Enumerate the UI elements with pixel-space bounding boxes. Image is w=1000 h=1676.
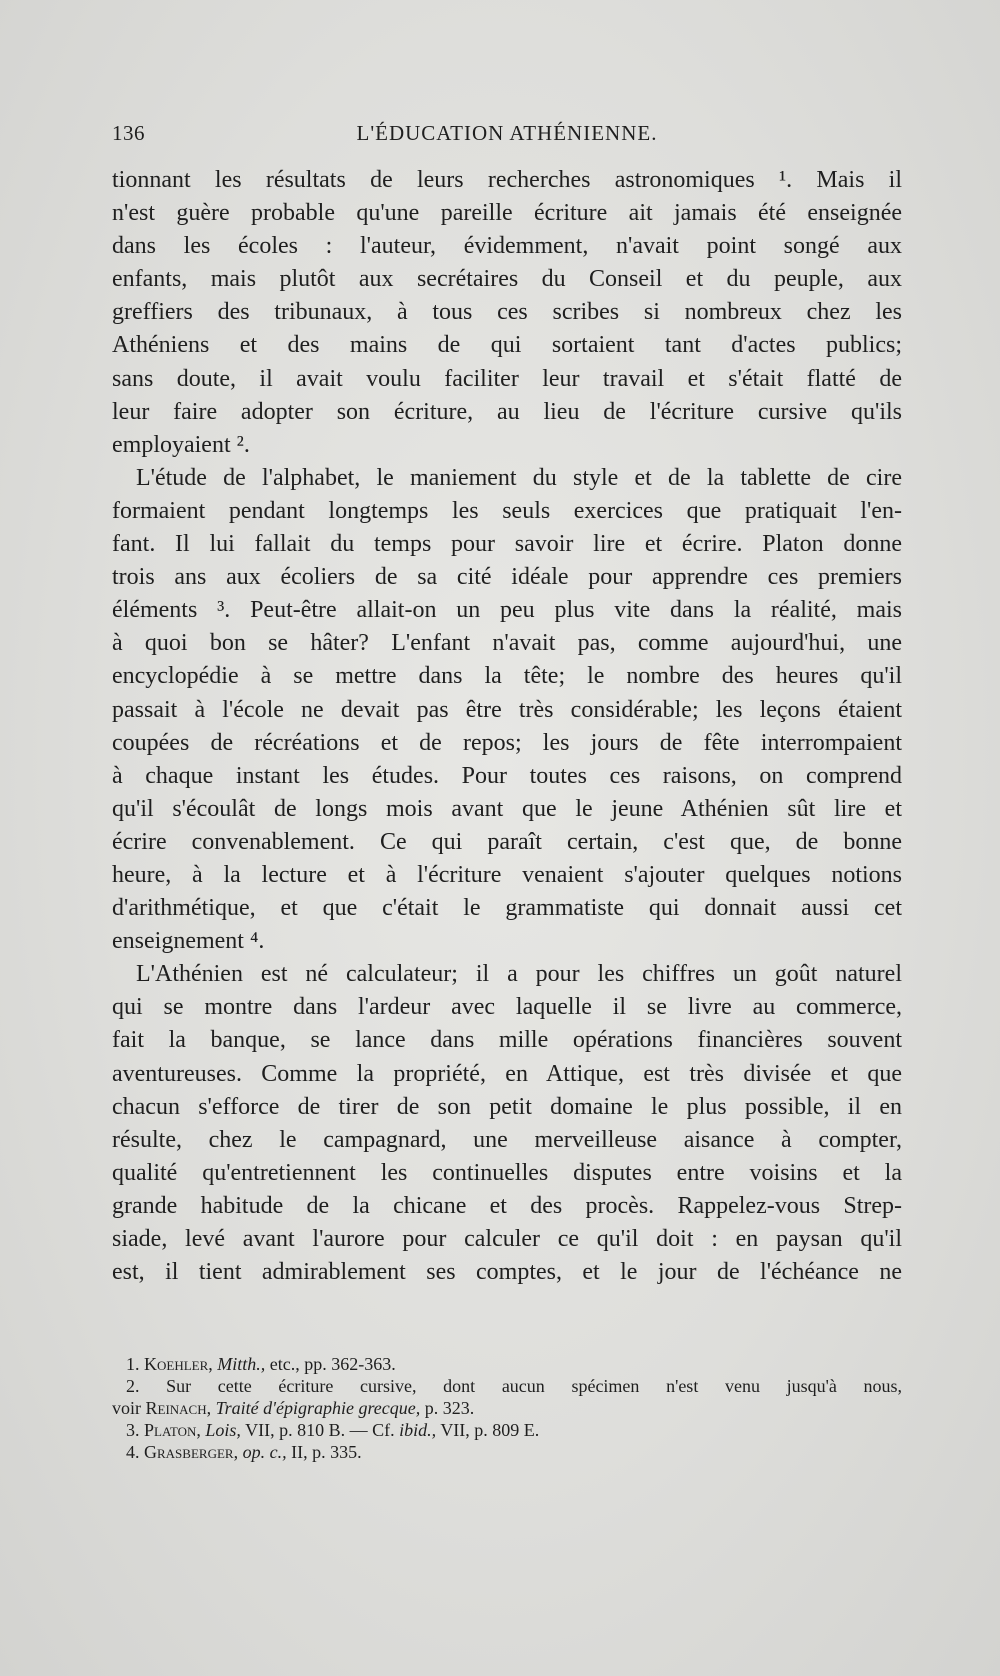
footnote-number: 1. [126, 1354, 140, 1374]
paragraph-3 [112, 958, 902, 1289]
text-line: qualité qu'entretiennent les continuelles disputes entre voisins et la [112, 1159, 902, 1186]
text-line: heure, à la lecture et à l'écriture venaient s'ajouter quelques notions [112, 861, 902, 888]
text-line: leur faire adopter son écriture, au lieu de l'écriture cursive qu'ils [112, 398, 902, 425]
text-line: formaient pendant longtemps les seuls exercices que pratiquait l'en- [112, 497, 902, 524]
text-line: employaient ². [112, 431, 250, 458]
footnote-ref: VII, p. 810 B. — Cf. [245, 1420, 395, 1440]
footnote-1 [112, 1353, 902, 1375]
footnote-ref: etc., pp. 362-363. [269, 1354, 396, 1374]
paragraph-1 [112, 164, 902, 462]
footnote-work: Mitth., [217, 1354, 266, 1374]
text-line: à chaque instant les études. Pour toutes ces raisons, on comprend [112, 762, 902, 789]
text-line: chacun s'efforce de tirer de son petit domaine le plus possible, il en [112, 1093, 902, 1120]
footnote-work: Traité d'épigraphie grecque, [215, 1398, 421, 1418]
text-line: est, il tient admirablement ses comptes, et le jour de l'échéance ne [112, 1259, 902, 1286]
footnote-ref: II, p. 335. [291, 1442, 362, 1462]
footnote-author: Platon, [144, 1420, 201, 1440]
text-line: résulte, chez le campagnard, une merveilleuse aisance à compter, [112, 1126, 902, 1153]
text-line: L'étude de l'alphabet, le maniement du style et de la tablette de cire [136, 464, 902, 491]
footnote-2 [112, 1375, 902, 1397]
footnote-work: ibid., [399, 1420, 437, 1440]
text-line: n'est guère probable qu'une pareille écriture ait jamais été enseignée [112, 200, 902, 227]
page-number: 136 [112, 121, 145, 145]
text-line: siade, levé avant l'aurore pour calculer ce qu'il doit : en paysan qu'il [112, 1226, 902, 1252]
footnote-number: 4. [126, 1442, 140, 1462]
text-line: dans les écoles : l'auteur, évidemment, n'avait point songé aux [112, 233, 902, 260]
footnotes [112, 1353, 902, 1463]
footnote-number: 3. [126, 1420, 140, 1440]
text-line: L'Athénien est né calculateur; il a pour les chiffres un goût naturel [136, 961, 902, 988]
text-line: à quoi bon se hâter? L'enfant n'avait pas, comme aujourd'hui, une [112, 630, 902, 657]
text-line: fait la banque, se lance dans mille opérations financières souvent [112, 1027, 902, 1054]
footnote-2-continued [112, 1397, 902, 1419]
footnote-author: Reinach, [145, 1398, 212, 1418]
footnote-ref: VII, p. 809 E. [440, 1420, 540, 1440]
footnote-text: voir [112, 1398, 141, 1418]
text-line: enfants, mais plutôt aux secrétaires du Conseil et du peuple, aux [112, 266, 902, 293]
text-line: grande habitude de la chicane et des procès. Rappelez-vous Strep- [112, 1192, 902, 1219]
text-line: coupées de récréations et de repos; les jours de fête interrompaient [112, 729, 902, 756]
text-line: écrire convenablement. Ce qui paraît certain, c'est que, de bonne [112, 828, 902, 855]
footnote-number: 2. [126, 1376, 140, 1396]
text-line: passait à l'école ne devait pas être très considérable; les leçons étaient [112, 696, 902, 723]
text-line: qu'il s'écoulât de longs mois avant que le jeune Athénien sût lire et [112, 795, 902, 822]
text-line: encyclopédie à se mettre dans la tête; le nombre des heures qu'il [112, 663, 902, 690]
footnote-work: Lois, [205, 1420, 241, 1440]
footnote-author: Koehler, [144, 1354, 213, 1374]
footnote-3 [112, 1419, 902, 1441]
body-text [112, 164, 902, 1289]
footnote-work: op. c., [242, 1442, 287, 1462]
text-line: greffiers des tribunaux, à tous ces scribes si nombreux chez les [112, 299, 902, 326]
text-line: éléments ³. Peut-être allait-on un peu plus vite dans la réalité, mais [112, 597, 902, 624]
text-line: aventureuses. Comme la propriété, en Attique, est très divisée et que [112, 1060, 902, 1087]
text-line: qui se montre dans l'ardeur avec laquelle il se livre au commerce, [112, 994, 902, 1021]
footnote-author: Grasberger, [144, 1442, 239, 1462]
text-line: tionnant les résultats de leurs recherches astronomiques ¹. Mais il [112, 167, 902, 193]
paragraph-2 [112, 462, 902, 958]
footnote-text: Sur cette écriture cursive, dont aucun spécimen n'est venu jusqu'à nous, [166, 1376, 902, 1396]
footnote-ref: p. 323. [424, 1398, 475, 1418]
text-line: sans doute, il avait voulu faciliter leur travail et s'était flatté de [112, 365, 902, 392]
text-line: enseignement ⁴. [112, 928, 265, 955]
text-line: fant. Il lui fallait du temps pour savoir lire et écrire. Platon donne [112, 531, 902, 558]
text-line: Athéniens et des mains de qui sortaient tant d'actes publics; [112, 332, 902, 359]
footnote-4 [112, 1441, 902, 1463]
running-title: L'ÉDUCATION ATHÉNIENNE. [356, 121, 658, 145]
text-line: trois ans aux écoliers de sa cité idéale pour apprendre ces premiers [112, 564, 902, 591]
page-header [112, 121, 902, 151]
text-line: d'arithmétique, et que c'était le grammatiste qui donnait aussi cet [112, 895, 902, 922]
